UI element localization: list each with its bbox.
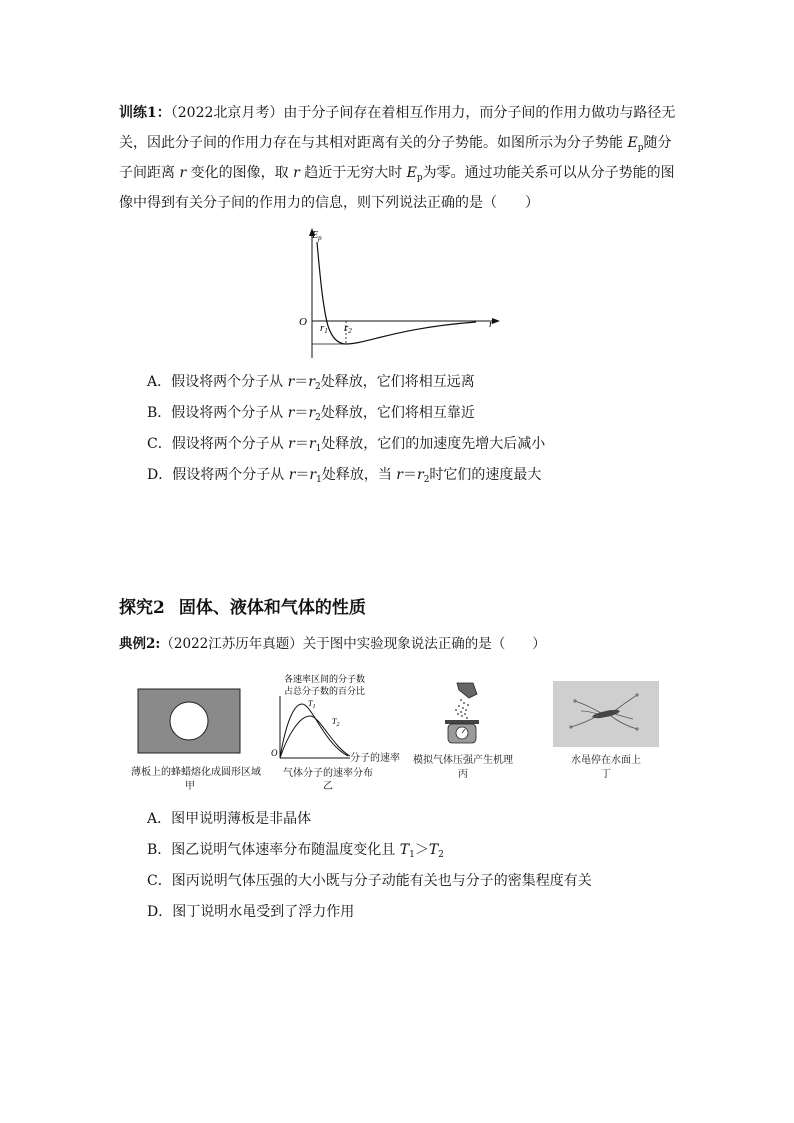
subscript: 2 — [314, 382, 321, 392]
example2-text: （2022江苏历年真题）关于图中实验现象说法正确的是（ ） — [160, 636, 546, 652]
var-t: T — [428, 842, 439, 858]
var-r: r — [293, 165, 300, 181]
subscript: 1 — [315, 444, 322, 454]
figure-bing — [437, 680, 489, 744]
figure-ding-tag: 丁 — [601, 769, 611, 780]
option-letter: C． — [147, 436, 172, 452]
equals: ＝ — [295, 467, 310, 483]
equals: ＝ — [294, 374, 309, 390]
section-number: 探究2 — [119, 598, 165, 618]
option-text: 假设将两个分子从 — [172, 467, 289, 483]
equals: ＝ — [294, 405, 309, 421]
section-title: 固体、液体和气体的性质 — [178, 598, 366, 618]
figure-bing-caption: 模拟气体压强产生机理 — [413, 755, 513, 766]
var-t: T — [399, 842, 410, 858]
subscript: 2 — [438, 850, 444, 860]
option-text: 图乙说明气体速率分布随温度变化且 — [171, 842, 400, 858]
figure-ding-water-strider — [553, 681, 659, 747]
option-letter: D． — [147, 904, 173, 920]
option-text: 假设将两个分子从 — [171, 374, 288, 390]
figure-jia-tag: 甲 — [185, 781, 195, 792]
axis-ep-label: $E_p$ — [312, 230, 322, 242]
var-e: E — [406, 165, 417, 181]
var-r: r — [287, 374, 295, 390]
option-text: 时它们的速度最大 — [429, 467, 542, 483]
question-text: 趋近于无穷大时 — [304, 165, 403, 181]
var-r: r — [308, 405, 316, 421]
figure-jia — [137, 688, 241, 754]
option-letter: A． — [147, 374, 172, 390]
equals: ＝ — [294, 436, 309, 452]
training1-label: 训练1： — [119, 105, 171, 121]
training1-source: （2022北京月考） — [170, 105, 284, 121]
yi-y-label-1: 各速率区间的分子数 — [284, 675, 366, 685]
r1-label: r1 — [320, 322, 328, 335]
var-r: r — [416, 467, 424, 483]
figure-bing-tag: 丙 — [458, 769, 468, 780]
example2-option-b[interactable] — [147, 840, 444, 860]
figure-ding-caption: 水黾停在水面上 — [571, 755, 641, 766]
var-e: E — [627, 135, 638, 151]
yi-y-label-2: 占总分子数的百分比 — [284, 687, 366, 697]
subscript: 1 — [316, 475, 322, 485]
subscript: 1 — [409, 850, 415, 860]
option-c[interactable] — [147, 434, 545, 454]
yi-origin: O — [271, 748, 278, 758]
sub-p: p — [637, 143, 644, 153]
option-letter: B． — [147, 405, 172, 421]
var-r: r — [288, 467, 296, 483]
yi-t1-label: $T_1$ — [308, 699, 316, 710]
option-d[interactable] — [147, 465, 541, 485]
example2-option-a[interactable] — [147, 809, 311, 829]
yi-x-label: 分子的速率 — [350, 753, 400, 764]
option-text: 图丙说明气体压强的大小既与分子动能有关也与分子的密集程度有关 — [171, 873, 592, 889]
var-r: r — [308, 436, 316, 452]
var-r: r — [179, 165, 187, 181]
axis-r-label: r — [489, 318, 494, 330]
option-letter: A． — [147, 811, 172, 827]
var-r: r — [288, 436, 295, 452]
figure-jia-caption: 薄板上的蜂蜡熔化成圆形区域 — [131, 767, 261, 778]
subscript: 2 — [423, 475, 430, 485]
var-r: r — [309, 467, 317, 483]
question-text: 由于分子间存在着相互作用力，而分子间的作用力做功与路径无关，因此分子间的作用力存在与其相对距离有关的分子势能。如图所示为分子势能 — [119, 105, 676, 151]
question-text: 随分子间距离 — [119, 135, 672, 181]
origin-label: O — [299, 316, 307, 328]
var-r: r — [287, 405, 295, 421]
var-r: r — [396, 467, 403, 483]
figure-yi-caption: 气体分子的速率分布 — [283, 768, 373, 779]
example2-label: 典例2: — [119, 636, 161, 652]
option-text: 处释放，它们将相互远离 — [320, 374, 475, 390]
training1-question — [119, 98, 685, 218]
option-text: 处释放，它们将相互靠近 — [320, 405, 475, 421]
r2-label: r2 — [344, 322, 352, 335]
subscript: 2 — [315, 413, 321, 423]
option-text: 假设将两个分子从 — [171, 405, 288, 421]
var-r: r — [308, 374, 315, 390]
option-text: 处释放，当 — [321, 467, 397, 483]
example2-question — [119, 632, 546, 652]
option-a[interactable] — [147, 372, 475, 392]
option-text: 图丁说明水黾受到了浮力作用 — [172, 904, 355, 920]
question-text: 为零。通过功能关系可以从分子势能的图像中得到有关分子间的作用力的信息，则下列说法正确的是（ ） — [119, 165, 675, 211]
potential-energy-graph — [296, 226, 506, 361]
option-text: 处释放，它们的加速度先增大后减小 — [321, 436, 546, 452]
example2-option-c[interactable] — [147, 871, 592, 891]
option-letter: B． — [147, 842, 172, 858]
question-text: 变化的图像，取 — [190, 165, 289, 181]
section-heading — [119, 593, 366, 618]
option-text: 图甲说明薄板是非晶体 — [171, 811, 312, 827]
figure-yi-tag: 乙 — [323, 781, 333, 792]
option-letter: C． — [147, 873, 172, 889]
option-letter: D． — [147, 467, 173, 483]
equals: ＝ — [402, 467, 417, 483]
example2-option-d[interactable] — [147, 902, 354, 922]
option-text: 假设将两个分子从 — [171, 436, 289, 452]
option-b[interactable] — [147, 403, 475, 423]
yi-t2-label: $T_2$ — [332, 717, 340, 728]
sub-p: p — [416, 173, 423, 183]
greater-than: ＞ — [414, 842, 429, 858]
